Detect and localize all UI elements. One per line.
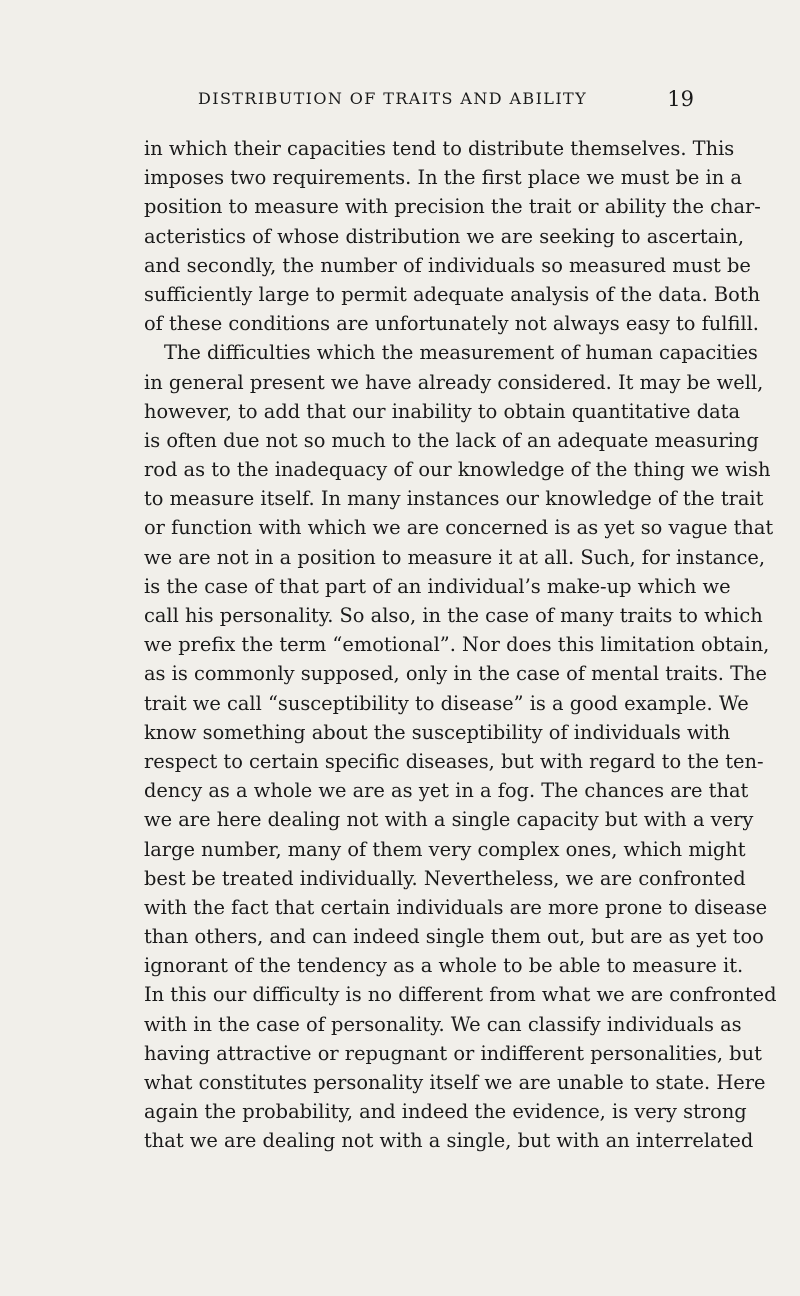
text-line: of these conditions are unfortunately not always easy to fulfill. [144,312,759,336]
text-line: sufficiently large to permit adequate analysis of the data. Both [144,282,761,306]
text-line: rod as to the inadequacy of our knowledge of the thing we wish [144,458,771,482]
text-line: in general present we have already considered. It may be well, [144,370,764,394]
running-title: DISTRIBUTION OF TRAITS AND ABILITY [198,89,588,108]
text-line: what constitutes personality itself we are unable to state. Here [144,1071,766,1094]
page-number: 19 [667,87,694,111]
text-line: is often due not so much to the lack of an adequate measuring [144,428,759,452]
text-line: with the fact that certain individuals are more prone to disease [144,895,768,919]
text-line: The difficulties which the measurement of human capacities [164,341,758,365]
text-line: than others, and can indeed single them out, but are as yet too [144,925,764,949]
text-line: respect to certain specific diseases, but with regard to the ten- [144,749,764,773]
text-line: ignorant of the tendency as a whole to be able to measure it. [144,954,744,978]
text-line: we are not in a position to measure it at all. Such, for instance, [144,545,766,569]
text-line: to measure itself. In many instances our knowledge of the trait [144,487,764,511]
text-line: trait we call “susceptibility to disease” is a good example. We [144,691,749,715]
running-head [144,86,694,112]
text-line: with in the case of personality. We can classify individuals as [144,1012,742,1036]
text-line: position to measure with precision the trait or ability the char- [144,195,761,219]
text-line: we are here dealing not with a single capacity but with a very [144,808,754,832]
text-line: In this our difficulty is no different from what we are confronted [144,983,777,1007]
text-line: know something about the susceptibility of individuals with [144,720,731,744]
text-line: again the probability, and indeed the evidence, is very strong [144,1100,747,1124]
text-line: having attractive or repugnant or indifferent personalities, but [144,1041,762,1065]
text-line: and secondly, the number of individuals so measured must be [144,253,751,277]
text-line: is the case of that part of an individual’s make-up which we [144,574,731,598]
text-line: we prefix the term “emotional”. Nor does this limitation obtain, [144,633,770,657]
text-line: dency as a whole we are as yet in a fog. The chances are that [144,779,749,803]
body-text [144,134,777,1156]
text-line: that we are dealing not with a single, but with an interrelated [144,1129,754,1153]
text-line: in which their capacities tend to distribute themselves. This [144,137,735,160]
text-line: acteristics of whose distribution we are seeking to ascertain, [144,224,745,248]
text-line: call his personality. So also, in the case of many traits to which [144,604,763,627]
text-line: or function with which we are concerned is as yet so vague that [144,516,774,540]
text-line: as is commonly supposed, only in the case of mental traits. The [144,662,768,686]
text-line: imposes two requirements. In the first place we must be in a [144,166,742,190]
text-line: large number, many of them very complex ones, which might [144,837,746,861]
text-line: best be treated individually. Nevertheless, we are confronted [144,866,746,890]
text-line: however, to add that our inability to obtain quantitative data [144,399,741,423]
